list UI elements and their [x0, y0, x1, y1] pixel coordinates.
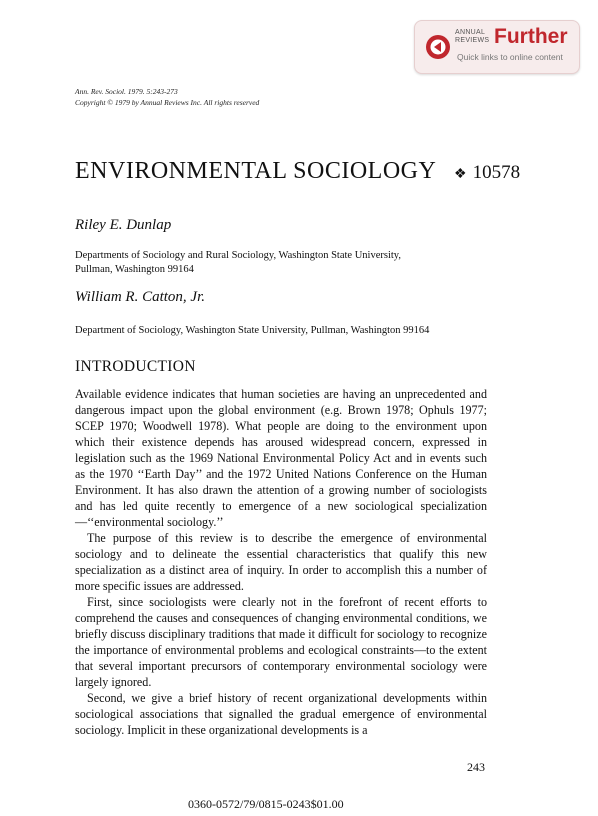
further-badge[interactable]: [414, 20, 580, 74]
article-title: ENVIRONMENTAL SOCIOLOGY: [75, 158, 437, 184]
paragraph: The purpose of this review is to describe the emergence of environmental sociology and to delineate the essential characteristics that qualify this new specialization as a distinct area of inquiry. In order to accomplish this a number of more specific issues are addressed.: [75, 531, 487, 593]
article-code: 0360-0572/79/0815-0243$01.00: [188, 797, 344, 811]
author-name-2: William R. Catton, Jr.: [75, 289, 206, 305]
author-affiliation-2: Department of Sociology, Washington State University, Pullman, Washington 99164: [75, 325, 430, 336]
quick-links-label: Quick links to online content: [457, 52, 563, 62]
annual-reviews-label: ANNUAL REVIEWS: [455, 29, 490, 44]
annual-reviews-logo-icon: [425, 34, 451, 60]
further-label: Further: [494, 25, 568, 48]
body-text: [75, 386, 487, 738]
diamond-icon: ❖: [454, 167, 467, 182]
author-affiliation-1: Departments of Sociology and Rural Sociology, Washington State University, Pullman, Washington 99164: [75, 250, 401, 275]
author-name-1: Riley E. Dunlap: [75, 217, 172, 233]
article-number: ❖ 10578: [454, 162, 521, 183]
paragraph: Second, we give a brief history of recent organizational developments within sociological associations that signalled the gradual emergence of environmental sociology. Implicit in these organizational developments is a: [75, 691, 487, 737]
paragraph: Available evidence indicates that human societies are having an unprecedented and dangerous impact upon the global environment (e.g. Brown 1978; Ophuls 1977; SCEP 1970; Woodwell 1978). What people are doing to the environment upon which their existence depends has aroused widespread concern, expressed in legislation such as the 1969 National Environmental Policy Act and in events such as the 1970 ‘‘Earth Day’’ and the 1972 United Nations Conference on the Human Environment. It has also drawn the attention of a growing number of sociologists and has led quite recently to emergence of a new sociological specialization—‘‘environmental sociology.’’: [75, 387, 487, 529]
citation-line-2: Copyright © 1979 by Annual Reviews Inc. All rights reserved: [75, 98, 260, 107]
page-number: 243: [467, 760, 485, 774]
section-heading: INTRODUCTION: [75, 358, 196, 375]
citation-line-1: Ann. Rev. Sociol. 1979. 5:243-273: [75, 87, 178, 96]
citation: [75, 86, 259, 108]
paragraph: First, since sociologists were clearly not in the forefront of recent efforts to comprehend the causes and consequences of changing environmental conditions, we briefly discuss disciplinary traditions that made it difficult for sociology to recognize the importance of environmental problems and ecological constraints—to the extent that several important precursors of contemporary environmental sociology were largely ignored.: [75, 595, 487, 689]
